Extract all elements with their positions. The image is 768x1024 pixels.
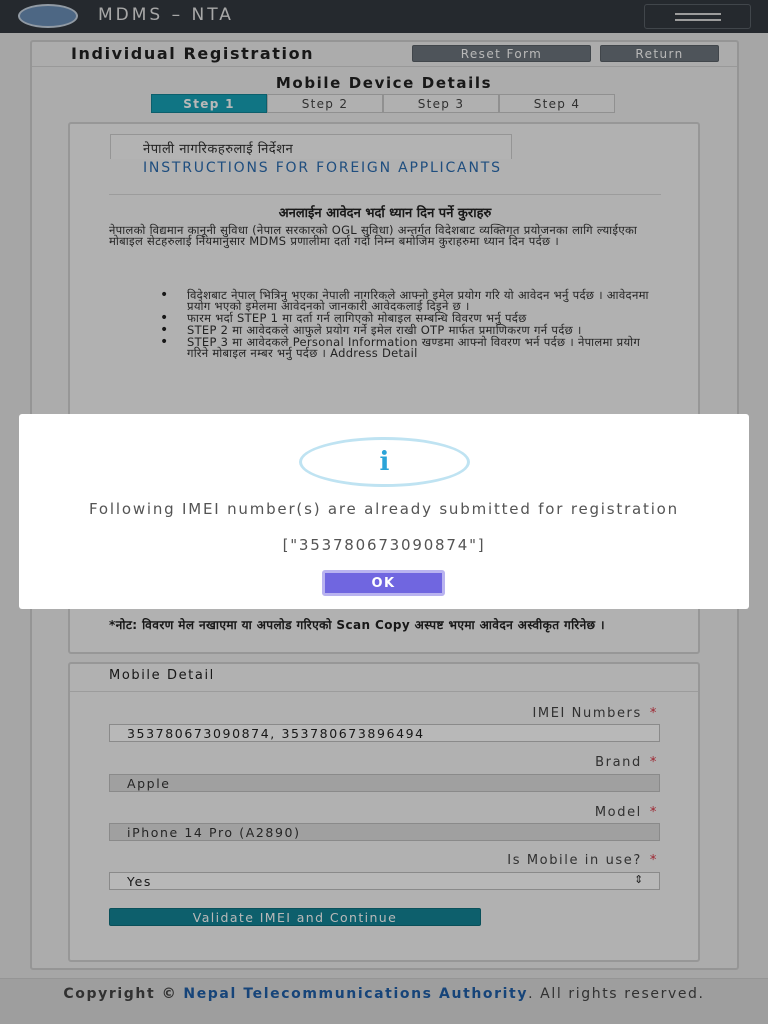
ok-button[interactable]: OK bbox=[322, 570, 445, 596]
footer-copyright: Copyright © Nepal Telecommunications Authority. All rights reserved. bbox=[63, 986, 705, 1002]
list-item: • फारम भर्दा STEP 1 मा दर्ता गर्न लागिएको मोबाइल सम्बन्धि विवरण भर्नु पर्दछ bbox=[160, 313, 660, 324]
in-use-label: Is Mobile in use? * bbox=[507, 853, 658, 868]
tab-step-3[interactable]: Step 3 bbox=[383, 94, 499, 113]
instructions-intro: नेपालको विद्यमान कानूनी सुविधा (नेपाल सरकारको OGL सुविधा) अन्तर्गत विदेशबाट व्यक्तिगत प्रयोजनका लागि ल्याईएका मोबाइल सेटहरुलाई नियमानुसार MDMS प्रणालीमा दर्ता गर्दा निम्न बमोजिम कुराहरुमा ध्यान दिन पर्दछ । bbox=[109, 223, 638, 248]
imei-input[interactable]: 353780673090874, 353780673896494 bbox=[109, 724, 660, 742]
required-marker: * bbox=[649, 805, 658, 820]
list-item: • विदेशबाट नेपाल भित्रिनु भएका नेपाली नागरिकले आफ्नो इमेल प्रयोग गरि यो आवेदन भर्नु पर्दछ । आवेदनमा प्रयोग भएको इमेलमा आवेदनको जानकारी आवेदकलाई दिइने छ । bbox=[160, 290, 660, 312]
tab-step-1[interactable]: Step 1 bbox=[151, 94, 267, 113]
list-item: • STEP 2 मा आवेदकले आफुले प्रयोग गर्ने इमेल राखी OTP मार्फत प्रमाणिकरण गर्न पर्दछ । bbox=[160, 325, 660, 336]
tab-nepali-instructions[interactable]: नेपाली नागरिकहरुलाई निर्देशन bbox=[110, 134, 512, 159]
tab-step-4[interactable]: Step 4 bbox=[499, 94, 615, 113]
brand-label: Brand * bbox=[595, 755, 658, 770]
info-icon: i bbox=[299, 437, 470, 487]
page-title: Individual Registration bbox=[71, 44, 315, 63]
select-caret-icon: ⇕ bbox=[634, 873, 645, 886]
required-marker: * bbox=[649, 755, 658, 770]
tab-step-2[interactable]: Step 2 bbox=[267, 94, 383, 113]
list-item: • STEP 3 मा आवेदकले Personal Information खण्डमा आफ्नो विवरण भर्न पर्दछ । नेपालमा प्रयोग गरिने मोबाइल नम्बर भर्नु पर्दछ । Address Detail bbox=[160, 337, 660, 359]
model-label: Model * bbox=[594, 805, 658, 820]
instructions-note: *नोट: विवरण मेल नखाएमा या अपलोड गरिएको Scan Copy अस्पष्ट भएमा आवेदन अस्वीकृत गरिनेछ । bbox=[109, 618, 605, 632]
validate-imei-button[interactable]: Validate IMEI and Continue bbox=[109, 908, 481, 926]
nta-link[interactable]: Nepal Telecommunications Authority bbox=[183, 986, 529, 1002]
reset-form-button[interactable]: Reset Form bbox=[412, 45, 591, 62]
model-field[interactable]: iPhone 14 Pro (A2890) bbox=[109, 823, 660, 841]
mobile-detail-title: Mobile Detail bbox=[109, 668, 215, 683]
required-marker: * bbox=[649, 853, 658, 868]
required-marker: * bbox=[649, 706, 658, 721]
brand-field[interactable]: Apple bbox=[109, 774, 660, 792]
section-heading: Mobile Device Details bbox=[275, 74, 493, 92]
imei-label: IMEI Numbers * bbox=[532, 706, 658, 721]
in-use-select[interactable]: Yes ⇕ bbox=[109, 872, 660, 890]
return-button[interactable]: Return bbox=[600, 45, 719, 62]
instructions-heading: अनलाईन आवेदन भर्दा ध्यान दिन पर्ने कुराहरु bbox=[278, 206, 492, 221]
navbar-brand[interactable]: MDMS – NTA bbox=[98, 5, 234, 25]
foreign-instructions-link[interactable]: INSTRUCTIONS FOR FOREIGN APPLICANTS bbox=[143, 160, 502, 176]
modal-message: Following IMEI number(s) are already submitted for registration bbox=[89, 500, 679, 518]
modal-imei-list: ["353780673090874"] bbox=[282, 536, 486, 554]
